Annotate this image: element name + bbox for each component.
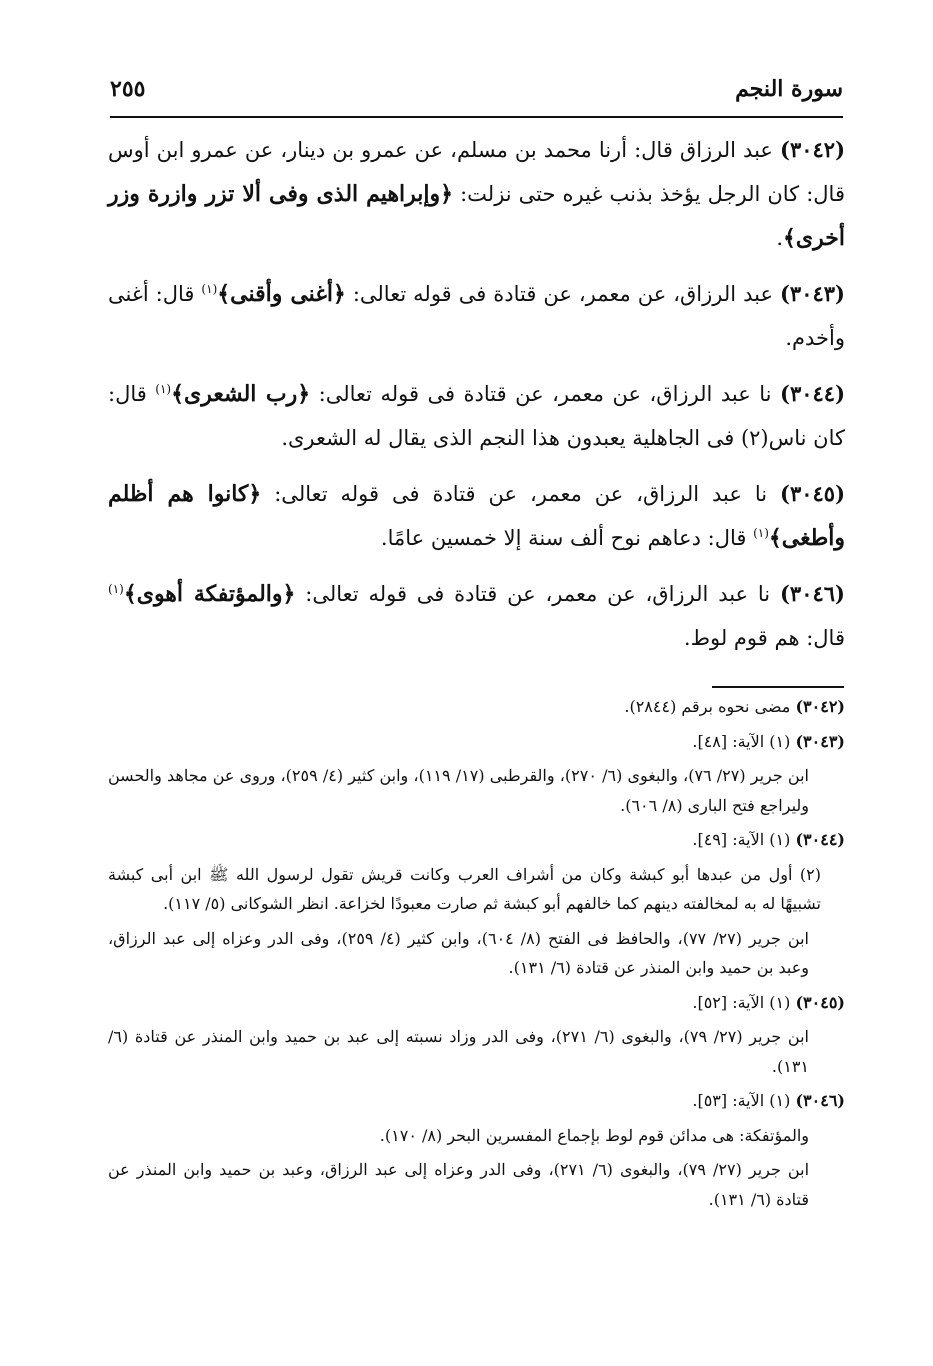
footnote	[108, 692, 845, 722]
footnote-text: ابن جرير (٢٧/ ٧٩)، والبغوى (٦/ ٢٧١)، وفى الدر وعزاه إلى عبد الرزاق، وعبد بن حميد وابن المنذر عن قتادة (٦/ ١٣١).	[108, 1160, 810, 1209]
footnote	[108, 988, 845, 1018]
entry-text: نا عبد الرزاق، عن معمر، عن قتادة فى قوله تعالى:	[274, 482, 768, 506]
footnote	[108, 1155, 845, 1214]
footnote-label: (٣٠٤٥)	[795, 992, 845, 1012]
footnote-text: (١) الآية: [٤٩].	[692, 830, 791, 849]
entry-after: قال: كان ناس(٢) فى الجاهلية يعبدون هذا النجم الذى يقال له الشعرى.	[108, 382, 845, 450]
footnote-label: (٣٠٤٦)	[795, 1091, 845, 1110]
entry-after: قال: دعاهم نوح ألف سنة إلا خمسين عامًا.	[380, 526, 747, 550]
entry-number: (٣٠٤٢)	[780, 137, 845, 162]
hadith-entry-3045	[108, 472, 845, 560]
hadith-entry-3046	[108, 572, 845, 660]
footnote-reference: (١)	[753, 526, 769, 540]
entry-number: (٣٠٤٤)	[780, 381, 845, 406]
footnote-text: (١) الآية: [٥٣].	[692, 1091, 791, 1110]
hadith-entry-3043	[108, 272, 845, 360]
page-number: ٢٥٥	[110, 76, 146, 102]
hadith-entry-3044	[108, 372, 845, 460]
footnote-text: (٢) أول من عبدها أبو كبشة وكان من أشراف العرب وكانت قريش تقول لرسول الله ﷺ ابن أبى كبشة تشبيهًا له به لمخالفته دينهم كما خالفهم أبو كبشة ثم صارت معبودًا لخزاعة. انظر الشوكانى (٥/ ١١٧).	[108, 864, 821, 913]
quran-verse: ﴿أغنى وأقنى﴾	[217, 281, 346, 307]
entry-after: قال: أغنى وأخدم.	[108, 282, 845, 350]
header-divider	[110, 116, 843, 118]
quran-verse: ﴿كانوا هم أظلم وأطغى﴾	[108, 481, 845, 551]
footnote	[108, 1086, 845, 1116]
footnote-text: (١) الآية: [٤٨].	[692, 731, 791, 751]
footnote-text: والمؤتفكة: هى مدائن قوم لوط بإجماع المفسرين البحر (٨/ ١٧٠).	[379, 1125, 809, 1145]
main-text	[108, 128, 845, 672]
footnote	[108, 761, 845, 820]
page-header	[110, 76, 843, 112]
footnote-reference: (١)	[201, 282, 218, 296]
footnote	[108, 1121, 845, 1151]
entry-number: (٣٠٤٦)	[779, 581, 845, 606]
footnote	[108, 825, 845, 855]
footnote-label: (٣٠٤٤)	[795, 830, 845, 849]
footnote	[108, 860, 845, 919]
entry-after: .	[776, 226, 784, 250]
footnote	[108, 727, 845, 757]
entry-number: (٣٠٤٥)	[780, 481, 846, 506]
footnote-text: ابن جرير (٢٧/ ٧٧)، والحافظ فى الفتح (٨/ ٦٠٤)، وابن كثير (٤/ ٢٥٩)، وفى الدر وعزاه إلى عبد الرزاق، وعبد بن حميد وابن المنذر عن قتادة (٦/ ١٣١).	[108, 928, 809, 977]
surah-title: سورة النجم	[735, 76, 843, 102]
quran-verse: ﴿وإبراهيم الذى وفى ألا تزر وازرة وزر أخرى﴾	[108, 181, 845, 251]
entry-number: (٣٠٤٣)	[779, 281, 845, 306]
footnote-divider	[712, 686, 844, 688]
entry-text: نا عبد الرزاق، عن معمر، عن قتادة فى قوله تعالى:	[305, 582, 771, 606]
footnote-reference: (١)	[108, 582, 124, 596]
hadith-entry-3042	[108, 128, 845, 260]
footnote-text: ابن جرير (٢٧/ ٧٩)، والبغوى (٦/ ٢٧١)، وفى الدر وزاد نسبته إلى عبد بن حميد وابن المنذر عن قتادة (٦/ ١٣١).	[108, 1027, 809, 1076]
quran-verse: ﴿والمؤتفكة أهوى﴾	[123, 581, 296, 607]
entry-text: نا عبد الرزاق، عن معمر، عن قتادة فى قوله تعالى:	[318, 382, 772, 406]
footnote-reference: (١)	[155, 382, 172, 396]
footnote-text: مضى نحوه برقم (٢٨٤٤).	[624, 697, 791, 716]
footnote	[108, 1022, 845, 1081]
footnote-text: ابن جرير (٢٧/ ٧٦)، والبغوى (٦/ ٢٧٠)، والقرطبى (١٧/ ١١٩)، وابن كثير (٤/ ٢٥٩)، وروى عن مجاهد والحسن وليراجع فتح البارى (٨/ ٦٠٦).	[108, 766, 809, 815]
footnote-label: (٣٠٤٣)	[795, 731, 845, 751]
footnote-label: (٣٠٤٢)	[795, 697, 845, 716]
quran-verse: ﴿رب الشعرى﴾	[171, 381, 311, 407]
entry-after: قال: هم قوم لوط.	[683, 626, 845, 650]
entry-text: عبد الرزاق قال: أرنا محمد بن مسلم، عن عمرو بن دينار، عن عمرو ابن أوس قال: كان الرجل يؤخذ بذنب غيره حتى نزلت:	[108, 138, 845, 206]
footnotes-section	[108, 692, 845, 1219]
entry-text: عبد الرزاق، عن معمر، عن قتادة فى قوله تعالى:	[352, 282, 773, 306]
footnote	[108, 924, 845, 983]
footnote-text: (١) الآية: [٥٢].	[692, 992, 791, 1012]
